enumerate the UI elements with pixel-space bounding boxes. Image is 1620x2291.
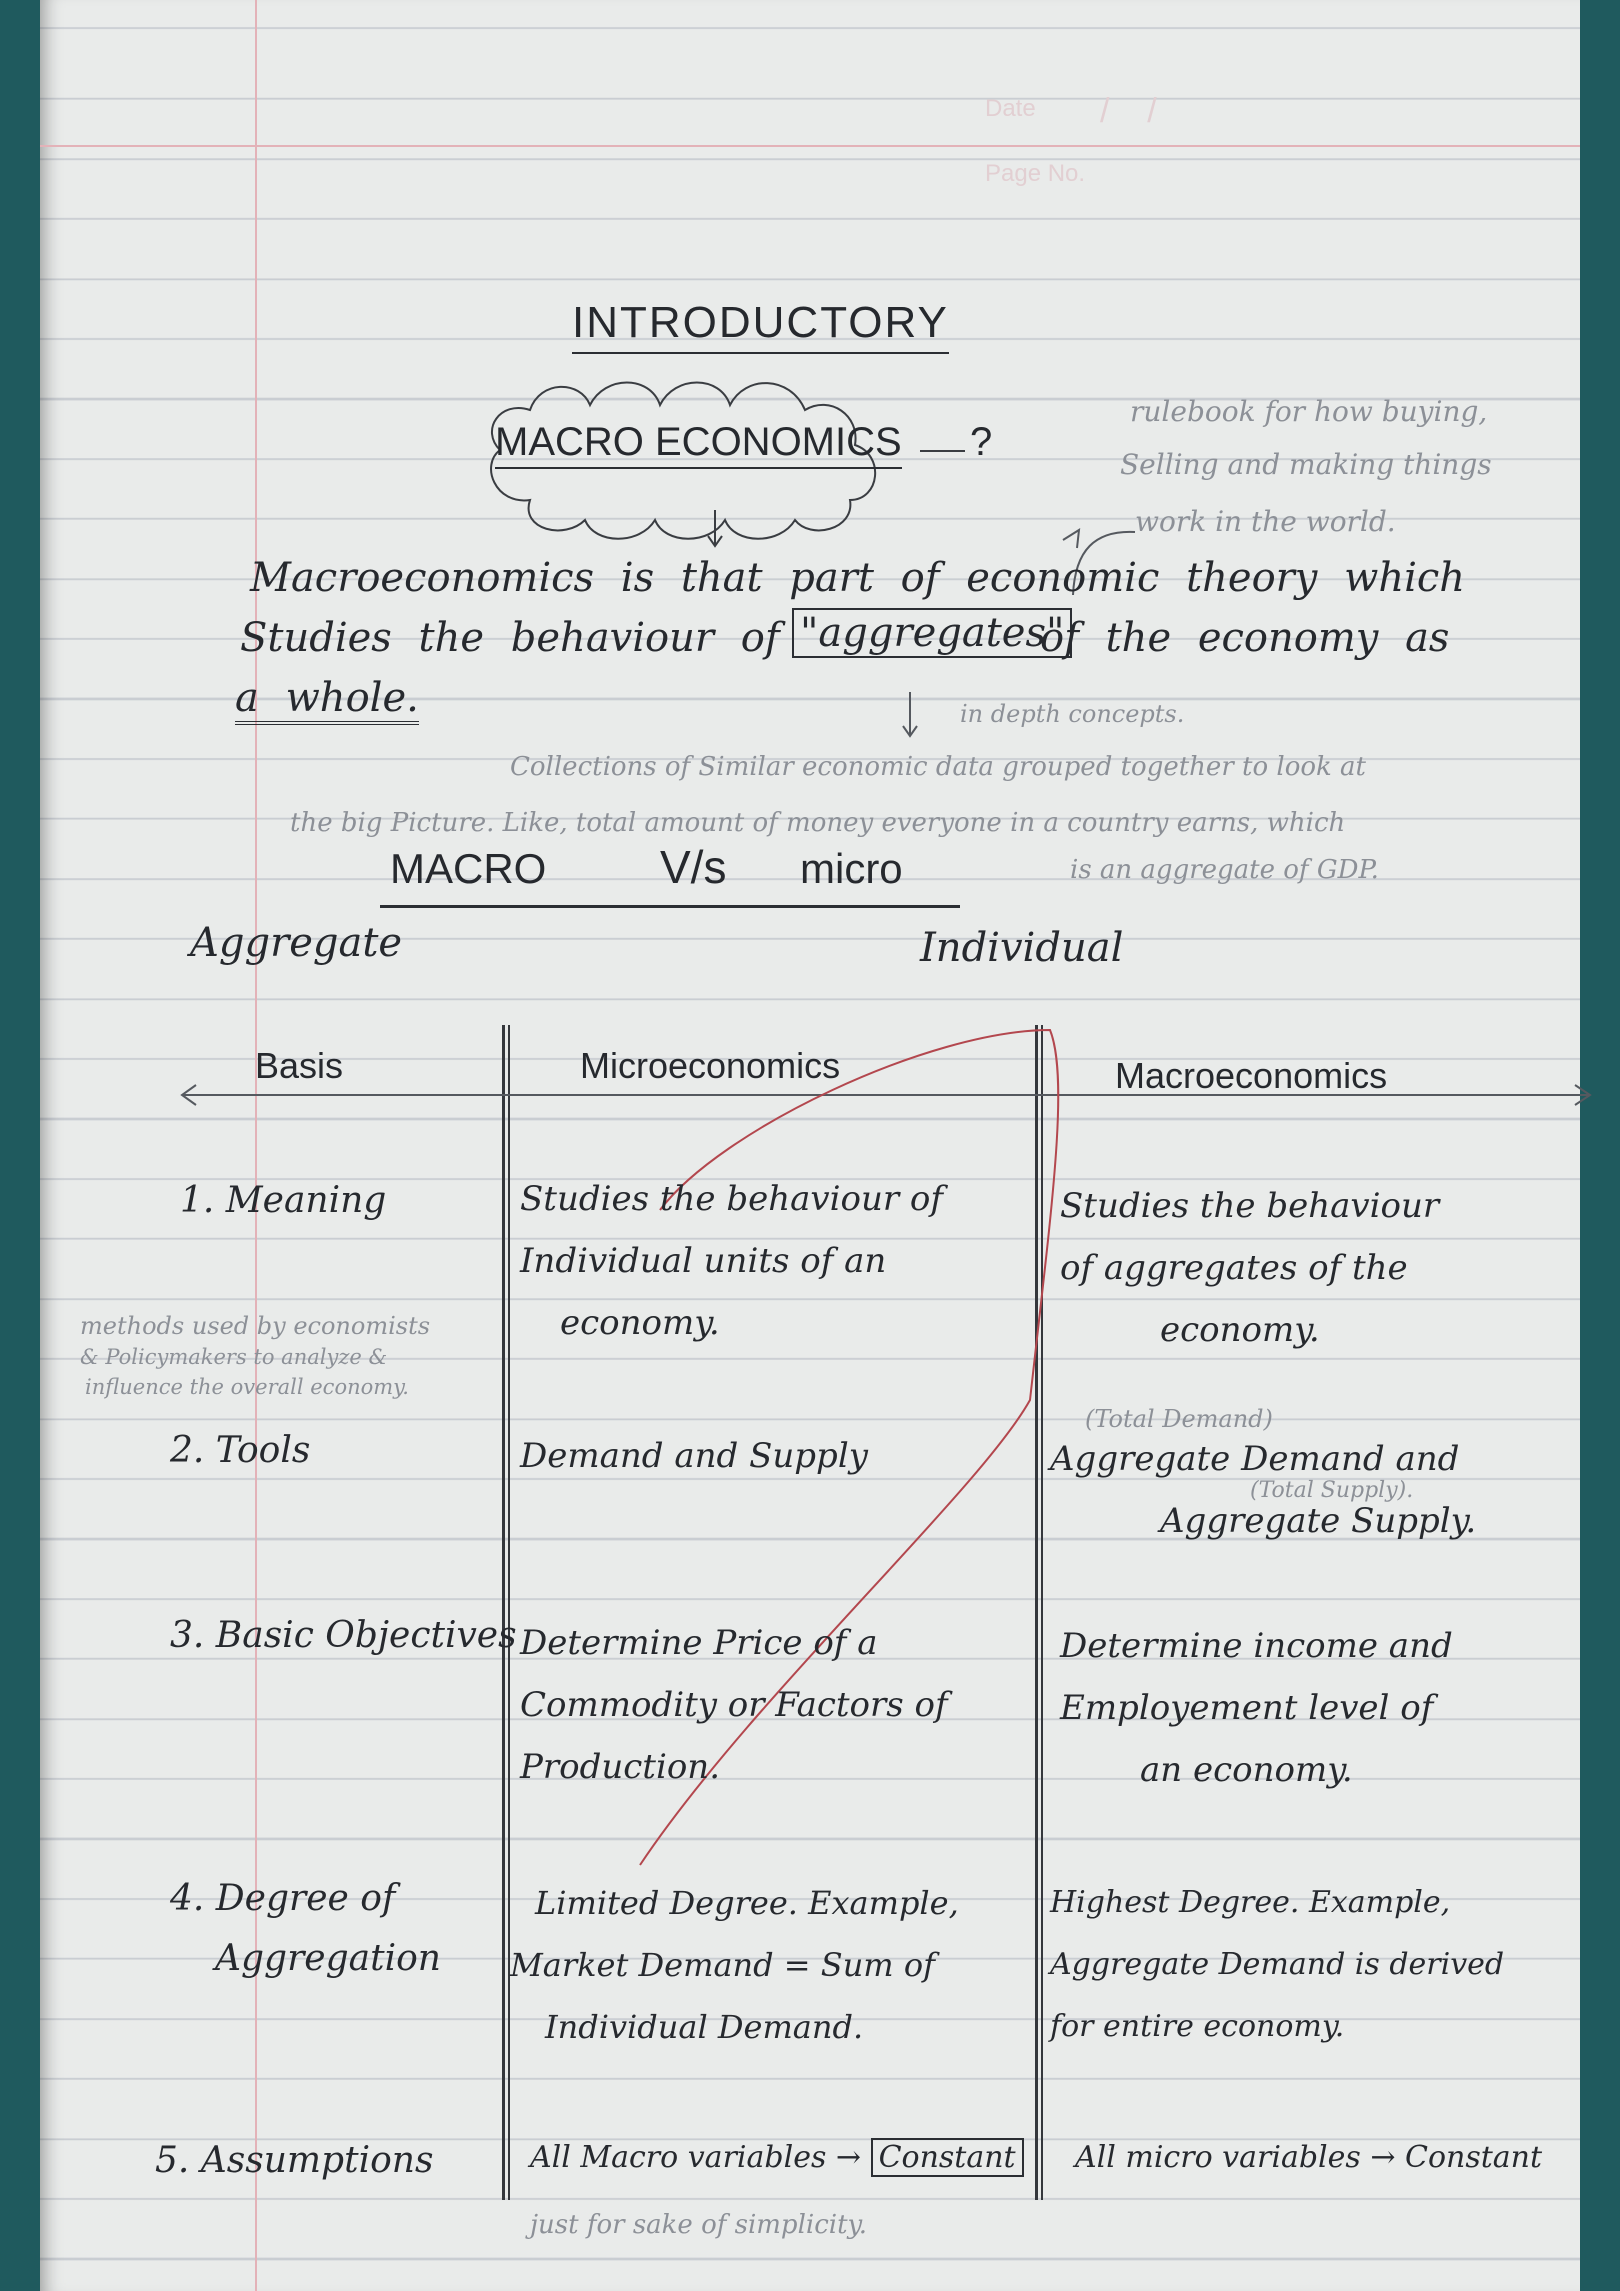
versus-underline [380, 905, 960, 908]
row-1-macro: Studies the behaviour of aggregates of the economy. [1060, 1186, 1440, 1350]
page-subtitle: MACRO ECONOMICS [495, 420, 902, 469]
row-4-basis-line-2: Aggregation [215, 1938, 441, 1979]
down-arrow-icon [708, 510, 722, 546]
micro-label: micro [800, 845, 903, 892]
individual-label: Individual [920, 925, 1124, 971]
macro-label: MACRO [390, 845, 547, 892]
page-number-label: Page No. [985, 160, 1086, 187]
row-4-micro: Limited Degree. Example, Market Demand = Sum of Individual Demand. [510, 1884, 959, 2046]
vs-label: V/s [660, 841, 727, 893]
side-note-line-3: work in the world. [1135, 505, 1396, 538]
row-3-macro: Determine income and Employement level of an economy. [1060, 1626, 1453, 1790]
side-note-line-1: rulebook for how buying, [1130, 395, 1488, 428]
aggregates-note-line-3: is an aggregate of GDP. [1070, 855, 1379, 885]
tools-note-line-3: influence the overall economy. [85, 1375, 409, 1399]
row-4-macro: Highest Degree. Example, Aggregate Demand is derived for entire economy. [1050, 1885, 1505, 2044]
row-1-micro: Studies the behaviour of Individual units of an economy. [520, 1179, 943, 1343]
row-5-basis: 5. Assumptions [155, 2140, 434, 2181]
table-divider-1 [502, 1025, 505, 2200]
header-basis: Basis [255, 1045, 344, 1086]
aggregates-note-line-1: Collections of Similar economic data grouped together to look at [510, 752, 1366, 782]
constant-boxed-word: Constant [871, 2138, 1024, 2177]
row-3-basis: 3. Basic Objectives [170, 1615, 517, 1656]
row-2-macro-note-mid: (Total Supply). [1250, 1478, 1414, 1503]
aggregates-boxed-word: "aggregates" [792, 608, 1072, 658]
date-label: Date [985, 95, 1036, 122]
page-title: INTRODUCTORY [572, 298, 949, 354]
header-macroeconomics: Macroeconomics [1115, 1055, 1388, 1096]
row-2-basis: 2. Tools [170, 1430, 311, 1471]
tools-note-line-1: methods used by economists [80, 1312, 431, 1340]
row-2-macro-note-top: (Total Demand) [1085, 1405, 1273, 1433]
row-5-macro: All micro variables → Constant [1075, 2140, 1543, 2175]
aggregate-label: Aggregate [190, 920, 403, 966]
definition-line-1: Macroeconomics is that part of economic theory which [250, 555, 1466, 601]
arrow-down-from-aggregates-icon [895, 690, 925, 740]
tools-note-line-2: & Policymakers to analyze & [80, 1345, 388, 1369]
aggregates-note-line-2: the big Picture. Like, total amount of money everyone in a country earns, which [290, 808, 1346, 838]
definition-line-2a: Studies the behaviour of [240, 615, 780, 661]
notebook-page [40, 0, 1580, 2291]
in-depth-note: in depth concepts. [960, 700, 1185, 728]
date-slashes: / / [1100, 92, 1157, 130]
row-1-basis: 1. Meaning [180, 1180, 387, 1221]
title-dash [920, 450, 965, 452]
row-5-micro-note: just for sake of simplicity. [530, 2210, 868, 2240]
row-5-micro: All Macro variables → Constant [530, 2140, 1024, 2175]
row-2-micro: Demand and Supply [520, 1436, 868, 1476]
definition-line-2b: of the economy as [1040, 615, 1450, 661]
top-margin-line [40, 145, 1580, 147]
side-note-line-2: Selling and making things [1120, 448, 1492, 481]
header-microeconomics: Microeconomics [580, 1045, 841, 1086]
row-3-micro: Determine Price of a Commodity or Factors of Production. [520, 1623, 948, 1787]
title-question-mark: ? [970, 420, 993, 464]
row-2-macro: Aggregate Demand and Aggregate Supply. [1050, 1439, 1477, 1541]
definition-line-3: a whole. [235, 675, 419, 725]
row-4-basis-line-1: 4. Degree of [170, 1878, 396, 1919]
